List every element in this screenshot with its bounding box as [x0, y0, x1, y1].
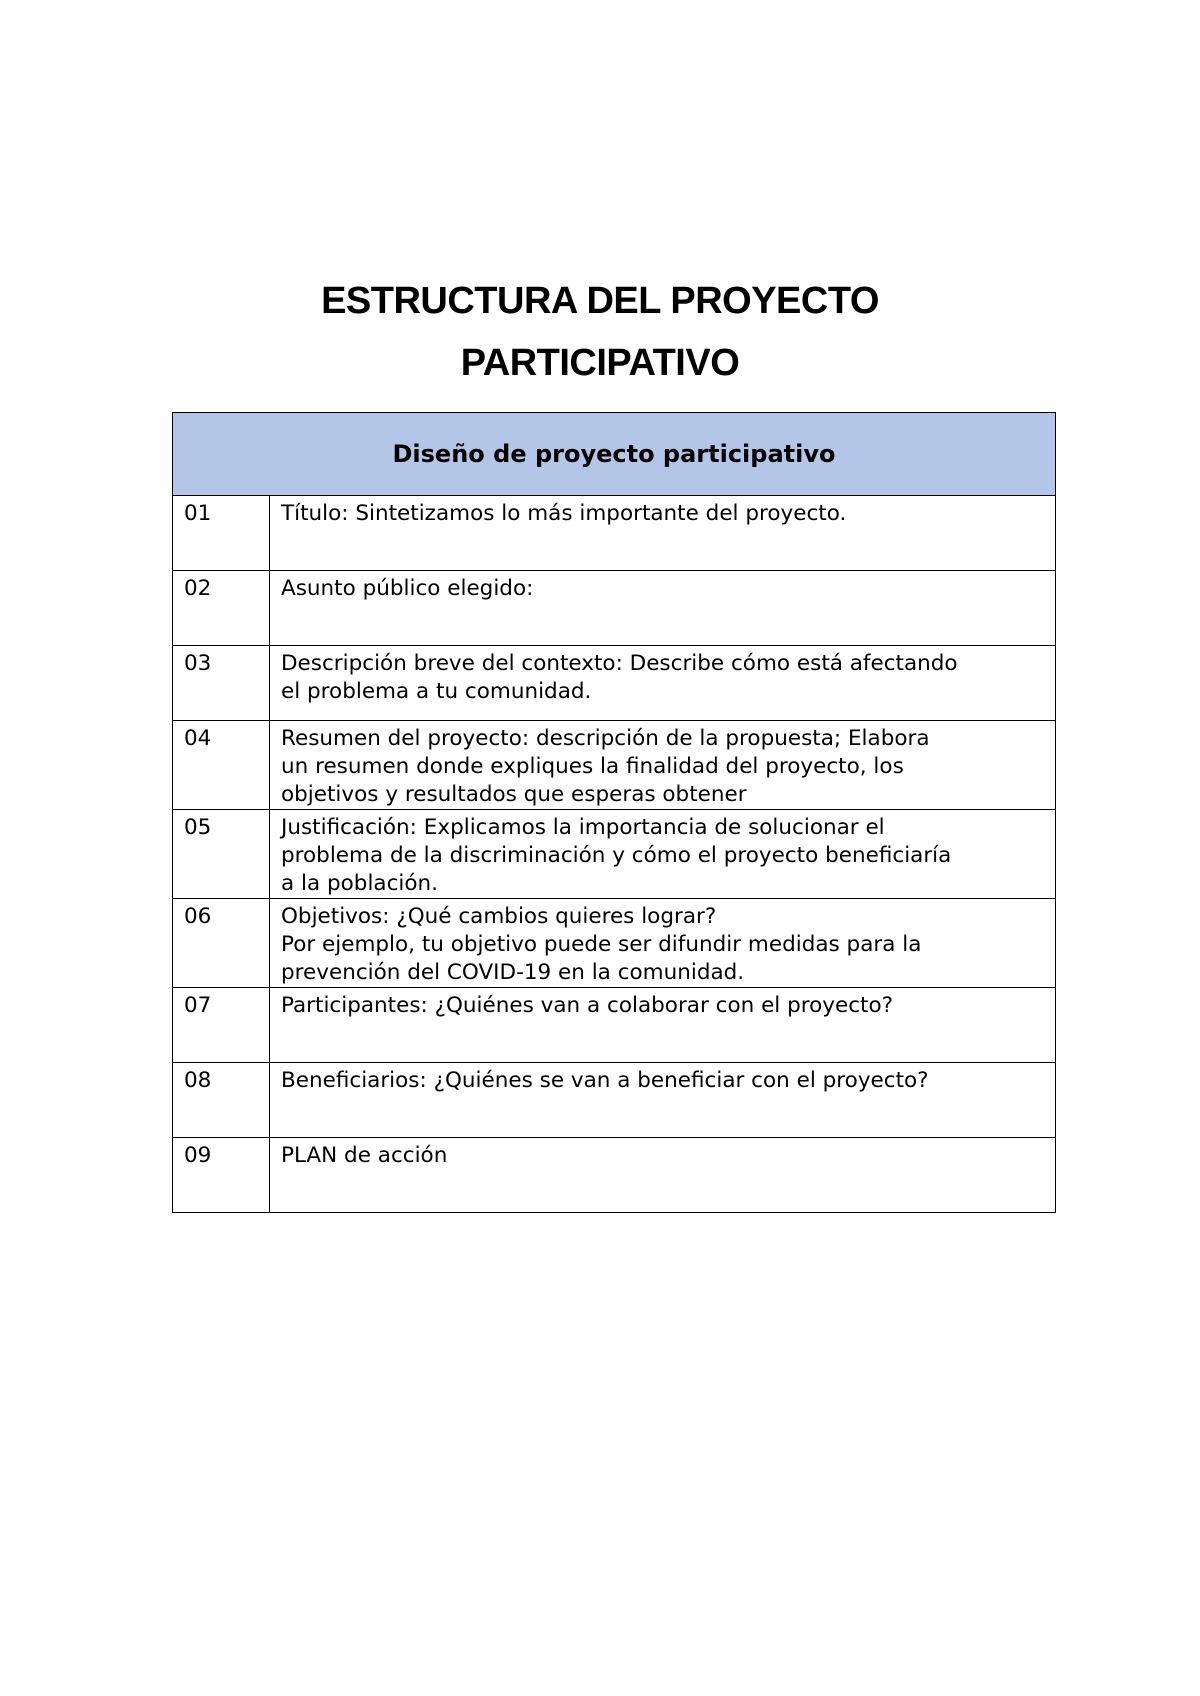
row-text-line: Beneficiarios: ¿Quiénes se van a beneficiar con el proyecto?: [281, 1068, 929, 1093]
row-text: [270, 899, 1056, 988]
table-row: [173, 1063, 1056, 1138]
row-text-line: el problema a tu comunidad.: [281, 679, 592, 704]
row-number: 06: [173, 899, 270, 988]
document-title-line-1: ESTRUCTURA DEL PROYECTO: [321, 280, 879, 322]
row-text-line: Participantes: ¿Quiénes van a colaborar con el proyecto?: [281, 993, 894, 1018]
table-row: [173, 810, 1056, 899]
document-title-line-2: PARTICIPATIVO: [460, 342, 740, 384]
table-row: [173, 899, 1056, 988]
row-text: [270, 988, 1056, 1063]
row-text-line: a la población.: [281, 871, 438, 896]
row-text-line: Título: Sintetizamos lo más importante del proyecto.: [281, 501, 847, 526]
row-text-line: Asunto público elegido:: [281, 576, 534, 601]
row-text-line: un resumen donde expliques la finalidad del proyecto, los: [281, 754, 904, 779]
row-text-line: prevención del COVID-19 en la comunidad.: [281, 960, 745, 985]
row-text-line: Objetivos: ¿Qué cambios quieres lograr?: [281, 904, 717, 929]
row-text: [270, 1138, 1056, 1213]
row-text: [270, 646, 1056, 721]
row-text: [270, 1063, 1056, 1138]
document-title: [0, 270, 1200, 394]
row-number: 05: [173, 810, 270, 899]
row-number: 03: [173, 646, 270, 721]
row-number: 08: [173, 1063, 270, 1138]
row-number: 01: [173, 496, 270, 571]
project-design-table: [172, 412, 1056, 1213]
row-text-line: objetivos y resultados que esperas obtener: [281, 782, 747, 807]
row-number: 04: [173, 721, 270, 810]
table-row: [173, 646, 1056, 721]
row-number: 09: [173, 1138, 270, 1213]
row-text-line: problema de la discriminación y cómo el proyecto beneficiaría: [281, 843, 952, 868]
row-text-line: Justificación: Explicamos la importancia de solucionar el: [281, 815, 885, 840]
table-row: [173, 1138, 1056, 1213]
row-text: [270, 810, 1056, 899]
table-row: [173, 721, 1056, 810]
row-text-line: Resumen del proyecto: descripción de la propuesta; Elabora: [281, 726, 930, 751]
row-text-line: Por ejemplo, tu objetivo puede ser difundir medidas para la: [281, 932, 922, 957]
row-number: 07: [173, 988, 270, 1063]
row-text: [270, 571, 1056, 646]
row-text: [270, 721, 1056, 810]
table-header: Diseño de proyecto participativo: [173, 413, 1056, 496]
table-row: [173, 571, 1056, 646]
table-row: [173, 988, 1056, 1063]
row-text-line: PLAN de acción: [281, 1143, 448, 1168]
row-number: 02: [173, 571, 270, 646]
row-text-line: Descripción breve del contexto: Describe cómo está afectando: [281, 651, 958, 676]
row-text: [270, 496, 1056, 571]
table-row: [173, 496, 1056, 571]
